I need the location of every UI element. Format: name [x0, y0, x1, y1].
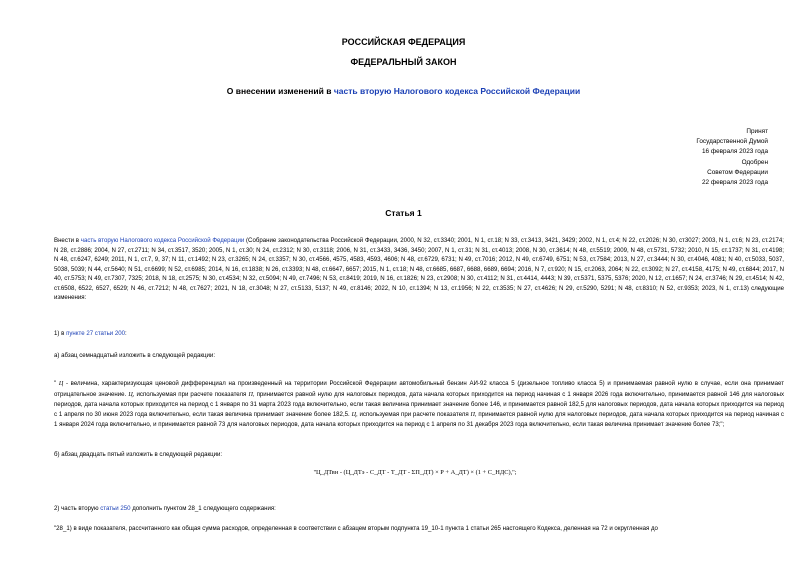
- article-intro: [38, 236, 784, 303]
- item-a: а) абзац семнадцатый изложить в следующей редакции:: [54, 352, 216, 359]
- law-title-prefix: О внесении изменений в: [226, 86, 332, 96]
- item-1-link[interactable]: пункте 27 статьи 200: [66, 330, 126, 337]
- formula-symbol: П: [470, 411, 475, 418]
- adoption-line: Государственной Думой: [696, 138, 768, 146]
- quote-text: - величина, характеризующая ценовой дифференциал на произведенный на территории Российской Федерации автомобильный бензин АИ-92 класса 5 (дизельное топливо класса 5) и принимаемая равной нулю в случае, если она принимает отрицательное значение.: [54, 380, 784, 398]
- formula-symbol: Ц: [58, 381, 64, 387]
- adoption-line: Принят: [746, 128, 768, 135]
- item-1: [38, 329, 784, 339]
- country-heading: РОССИЙСКАЯ ФЕДЕРАЦИЯ: [341, 37, 466, 47]
- quote-text: , используемая при расчете показателя: [355, 410, 469, 418]
- adoption-date: 16 февраля 2023 года: [701, 148, 768, 156]
- intro-text: (Собрание законодательства Российской Федерации, 2000, N 32, ст.3340; 2001, N 1, ст.18; N 33, ст.3413, 3421, 3429; 2002, N 1, ст.4; N 22, ст.2026; N 30, ст3027; 2003, N 1, ст.6; N 23, ст.2174; N 28, ст.2886; 2004, N 27, ст.2711; N 34, ст.3517, 3520; 2005, N 1, ст.30; N 24, ст.2312; N 30, ст.3118; 2006, N 31, ст.3433, 3436, 3450; 2007, N 1, ст.31; N 31, ст.4013; 2008, N 30, ст.3614; N 48, ст.5519; 2009, N 48, ст.5731, 5732; 2010, N 15, ст.1737; N 31, ст.4198; N 48, ст.6247, 6249; 2011, N 1, ст.7, 9, 37; N 11, ст.1492; N 23, ст.3265; N 24, ст.3357; N 30, ст.4566, 4575, 4583, 4593, 4606; N 48, ст.6729, 6731; N 49, ст.7016; 2012, N 49, ст.6749, 6751; N 53, ст.7584; 2013, N 27, ст.3444; N 30, ст.4046, 4081; N 40, ст.5033, 5037, 5038, 5039; N 44, ст.5640; N 51, ст.6699; N 52, ст.6985; 2014, N 16, ст.1838; N 26, ст.3393; N 48, ст.6647, 6657; 2015, N 1, ст.18; N 48, ст.6685, 6687, 6688, 6689, 6694; 2016, N 7, ст.920; N 15, ст.2063, 2064; N 22, ст.3092; N 27, ст.4158, 4175; N 49, ст.6844; 2017, N 40, ст.5753; N 49, ст.7307, 7325; 2018, N 18, ст.2575; N 30, ст.4534; N 32, ст.5094; N 49, ст.7496; N 53, ст.8419; 2019, N 16, ст.1826; N 23, ст.2908; N 30, ст.4112; N 31, ст.4414, 4443; N 39, ст.5371, 5375, 5376; 2020, N 12, ст.1657; N 24, ст.3746; N 29, ст.4514; N 42, ст.6508, 6522, 6527, 6529; N 46, ст.7212; N 48, ст.7627; 2021, N 18, ст.3048; N 27, ст.5133, 5137; N 49, ст.8146; 2022, N 10, ст.1394; N 13, ст.1956; N 22, ст.3535; N 27, ст.4626; N 29, ст.5290, 5291; N 48, ст.8310; N 52, ст.9353; 2023, N 1, ст.13) следующие изменения:: [54, 237, 784, 301]
- approval-date: 22 февраля 2023 года: [701, 179, 768, 187]
- quote-text: , используемая при расчете показателя: [132, 390, 247, 398]
- intro-prefix: Внести в: [54, 237, 80, 244]
- adoption-block: [568, 127, 768, 188]
- item-2-prefix: 2) часть вторую: [54, 505, 99, 512]
- approval-line: Советом Федерации: [707, 168, 768, 176]
- intro-link[interactable]: часть вторую Налогового кодекса Российской Федерации: [80, 237, 245, 244]
- item-b: б) абзац двадцать пятый изложить в следующей редакции:: [54, 451, 223, 458]
- quoted-paragraph: [38, 379, 784, 430]
- quote-text: , принимается равной нулю для налоговых периодов, дата начала которых приходится на период начиная с 1 января 2026 года включительно, принимается равной 146 для налоговых периодов, дата начала которых приходится на период с 1 января по 31 марта 2023 года включительно, если такая величина принимает значение более 146, и принимается равной 182,5 для налоговых периодов, дата начала которых приходится на период с 1 апреля по 30 июня 2023 года включительно, если такая величина принимает значение более 182,5.: [54, 390, 785, 418]
- law-title-link[interactable]: часть вторую Налогового кодекса Российской Федерации: [333, 86, 581, 96]
- item-2: [38, 504, 784, 514]
- approval-line: Одобрен: [741, 158, 768, 166]
- item-2-link[interactable]: статьи 250: [100, 505, 131, 512]
- article-heading: Статья 1: [385, 208, 422, 218]
- formula-symbol: Ц: [351, 411, 356, 418]
- formula-symbol: Ц: [128, 391, 133, 398]
- item-1-prefix: 1) в: [54, 330, 65, 337]
- formula-symbol: П: [248, 391, 253, 398]
- item-28-1: "28_1) в виде показателя, рассчитанного как общая сумма расходов, определенная в соответствии с абзацем вторым подпункта 19_10-1 пункта 1 статьи 265 настоящего Кодекса, деленная на 72 и округленная до: [54, 525, 658, 532]
- item-1-suffix: :: [125, 330, 127, 337]
- formula-image: "Ц_ДТвн - (Ц_ДТэ - С_ДТ - Т_ДТ - ΣП_ДТ) × Р + А_ДТ) × (1 + С_НДС),";: [313, 469, 517, 476]
- quote-open: ": [54, 380, 57, 387]
- quote-text: , принимается равной нулю для налоговых периодов, дата начала которых приходится на период начиная с 1 января 2024 года включительно, и принимается равной 73 для налоговых периодов, дата начала которых приходится на период с 1 апреля по 31 декабря 2023 года включительно, если такая величина принимает значение более 73;";: [54, 410, 784, 428]
- item-2-suffix: дополнить пунктом 28_1 следующего содержания:: [132, 505, 276, 512]
- law-type-heading: ФЕДЕРАЛЬНЫЙ ЗАКОН: [350, 57, 457, 67]
- law-title: [0, 86, 807, 96]
